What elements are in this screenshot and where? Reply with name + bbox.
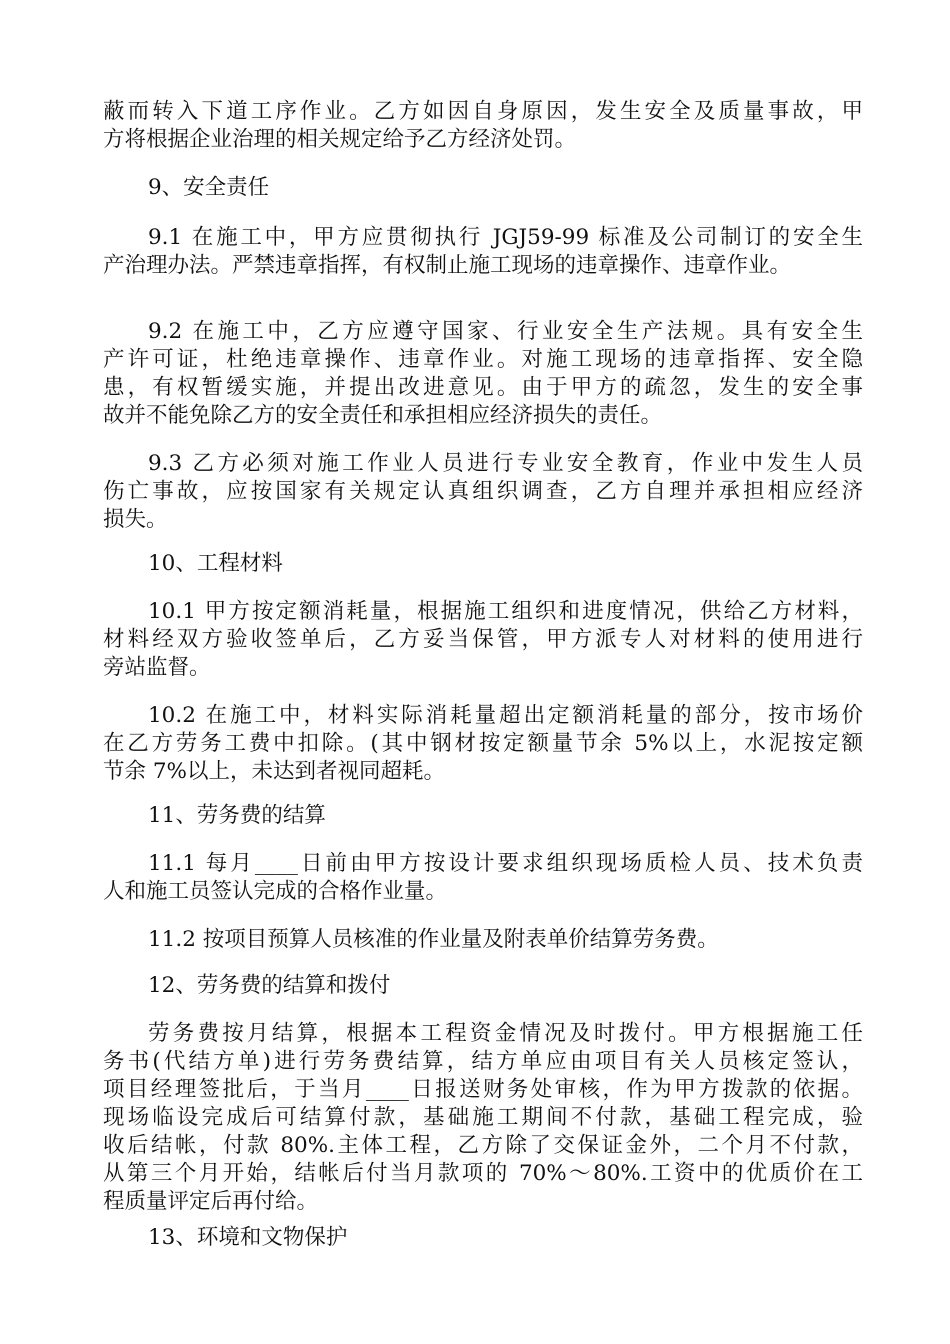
section-heading-11: 11、劳务费的结算 (148, 803, 326, 828)
paragraph-line: 方将根据企业治理的相关规定给予乙方经济处罚。 (103, 127, 577, 152)
paragraph-line: 项目经理签批后，于当月____日报送财务处审核，作为甲方拨款的依据。 (103, 1077, 863, 1102)
paragraph-line: 在乙方劳务工费中扣除。(其中钢材按定额量节余 5%以上，水泥按定额 (103, 731, 863, 756)
section-heading-13: 13、环境和文物保护 (148, 1225, 348, 1250)
paragraph-line: 故并不能免除乙方的安全责任和承担相应经济损失的责任。 (103, 403, 663, 428)
paragraph-line: 蔽而转入下道工序作业。乙方如因自身原因，发生安全及质量事故，甲 (103, 99, 863, 124)
paragraph-line: 产治理办法。严禁违章指挥，有权制止施工现场的违章操作、违章作业。 (103, 253, 792, 278)
paragraph-line: 10.1 甲方按定额消耗量，根据施工组织和进度情况，供给乙方材料， (148, 599, 863, 624)
paragraph-line: 劳务费按月结算，根据本工程资金情况及时拨付。甲方根据施工任 (148, 1021, 863, 1046)
paragraph-line: 9.2 在施工中，乙方应遵守国家、行业安全生产法规。具有安全生 (148, 319, 863, 344)
paragraph-line: 9.1 在施工中，甲方应贯彻执行 JGJ59-99 标准及公司制订的安全生 (148, 225, 863, 250)
paragraph-line: 11.1 每月____日前由甲方按设计要求组织现场质检人员、技术负责 (148, 851, 863, 876)
paragraph-line: 从第三个月开始，结帐后付当月款项的 70%～80%.工资中的优质价在工 (103, 1161, 863, 1186)
section-heading-9: 9、安全责任 (148, 175, 270, 200)
paragraph-line: 现场临设完成后可结算付款，基础施工期间不付款，基础工程完成，验 (103, 1105, 863, 1130)
paragraph-line: 损失。 (103, 507, 168, 532)
paragraph-line: 伤亡事故，应按国家有关规定认真组织调查，乙方自理并承担相应经济 (103, 479, 863, 504)
paragraph-line: 11.2 按项目预算人员核准的作业量及附表单价结算劳务费。 (148, 927, 719, 952)
section-heading-12: 12、劳务费的结算和拨付 (148, 973, 391, 998)
paragraph-line: 收后结帐，付款 80%.主体工程，乙方除了交保证金外，二个月不付款， (103, 1133, 863, 1158)
paragraph-line: 程质量评定后再付给。 (103, 1189, 319, 1214)
paragraph-line: 10.2 在施工中，材料实际消耗量超出定额消耗量的部分，按市场价 (148, 703, 863, 728)
paragraph-line: 9.3 乙方必须对施工作业人员进行专业安全教育，作业中发生人员 (148, 451, 863, 476)
paragraph-line: 产许可证，杜绝违章操作、违章作业。对施工现场的违章指挥、安全隐 (103, 347, 863, 372)
paragraph-line: 务书(代结方单)进行劳务费结算，结方单应由项目有关人员核定签认， (103, 1049, 863, 1074)
paragraph-line: 患，有权暂缓实施，并提出改进意见。由于甲方的疏忽，发生的安全事 (103, 375, 863, 400)
paragraph-line: 材料经双方验收签单后，乙方妥当保管，甲方派专人对材料的使用进行 (103, 627, 863, 652)
section-heading-10: 10、工程材料 (148, 551, 283, 576)
paragraph-line: 人和施工员签认完成的合格作业量。 (103, 879, 448, 904)
paragraph-line: 旁站监督。 (103, 655, 211, 680)
paragraph-line: 节余 7%以上，未达到者视同超耗。 (103, 759, 445, 784)
